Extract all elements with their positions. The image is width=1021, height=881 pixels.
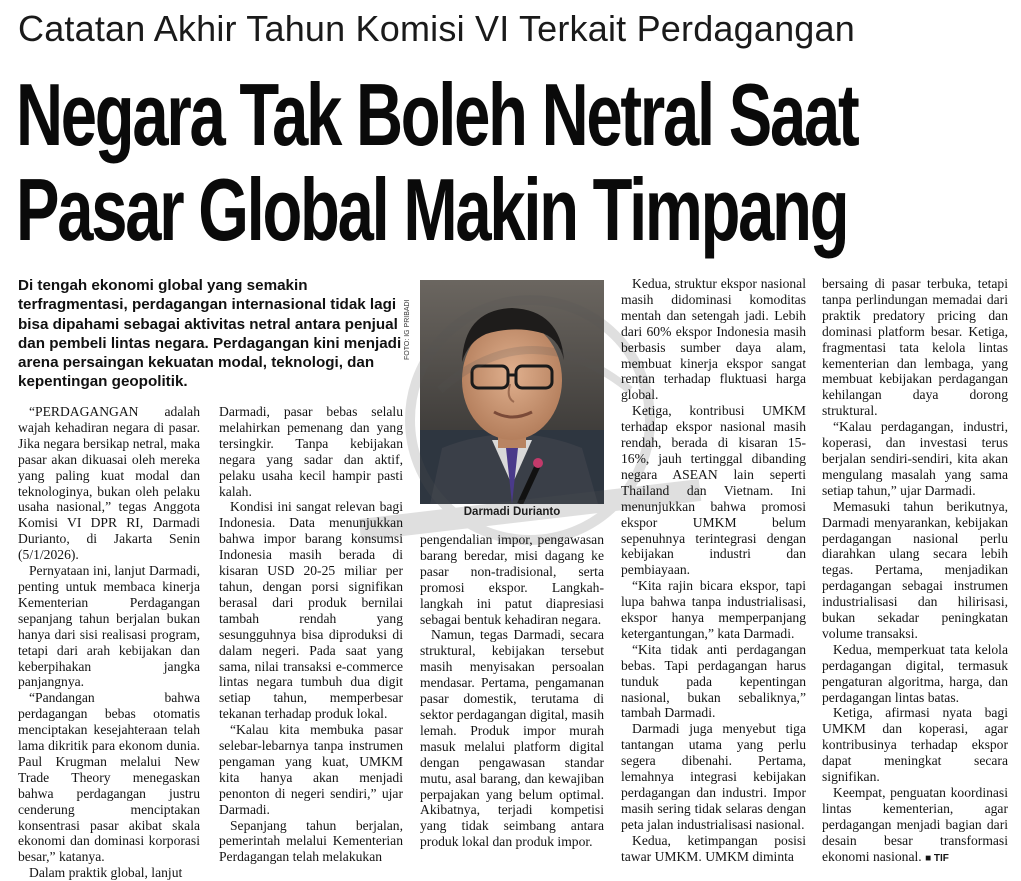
paragraph: “Pandangan bahwa perdagangan bebas otomatis menciptakan kesejahteraan telah lama dikritik para ekonom dunia. Paul Krugman melalui New Trade Theory menegaskan bahwa perdagangan justru cenderung menciptakan konsentrasi pasar akibat skala ekonomi dan dominasi korporasi besar,” katanya. [18, 690, 200, 865]
body-column-2 [219, 404, 403, 865]
paragraph: Pernyataan ini, lanjut Darmadi, penting untuk membaca kinerja Kementerian Perdagangan sepanjang tahun berjalan bukan hanya dari sisi realisasi program, tetapi dari arah kebijakan dan keberpihakan jangka panjangnya. [18, 563, 200, 690]
paragraph: “Kita rajin bicara ekspor, tapi lupa bahwa tanpa industrialisasi, ekspor hanya memperpanjang ketergantungan,” kata Darmadi. [621, 578, 806, 641]
paragraph [822, 785, 1008, 867]
body-column-5 [822, 276, 1008, 867]
portrait-illustration [420, 280, 604, 504]
paragraph: Kondisi ini sangat relevan bagi Indonesia. Data menunjukkan bahwa impor barang konsumsi Indonesia masih berada di kisaran USD 20-25 miliar per tahun, dengan porsi signifikan berasal dari produk bernilai tambah rendah yang sesungguhnya bisa diproduksi di dalam negeri. Pada saat yang sama, nilai transaksi e-commerce lintas negara tumbuh dua digit setiap tahun, memperbesar tekanan terhadap produk lokal. [219, 499, 403, 722]
paragraph: pengendalian impor, pengawasan barang beredar, misi dagang ke pasar non-tradisional, serta promosi ekspor. Langkah-langkah ini patut diapresiasi sebagai bentuk kehadiran negara. [420, 532, 604, 627]
paragraph: Kedua, ketimpangan posisi tawar UMKM. UMKM diminta [621, 832, 806, 864]
photo-caption: Darmadi Durianto [463, 506, 561, 518]
lead-paragraph: Di tengah ekonomi global yang semakin terfragmentasi, perdagangan internasional tidak lagi bisa dipahami sebagai aktivitas netral antara penjual dan pembeli lintas negara. Perdagangan kini menjadi arena persaingan kekuatan modal, teknologi, dan kepentingan geopolitik. [18, 277, 402, 391]
paragraph: bersaing di pasar terbuka, tetapi tanpa perlindungan memadai dari praktik predatory pricing dan dominasi platform besar. Ketiga, fragmentasi tata kelola lintas kementerian dan lembaga, yang membuat kebijakan perdagangan kehilangan daya dorong struktural. [822, 276, 1008, 419]
kicker-title: Catatan Akhir Tahun Komisi VI Terkait Perdagangan [18, 8, 855, 49]
paragraph: “PERDAGANGAN adalah wajah kehadiran negara di pasar. Jika negara bersikap netral, maka pasar akan dikuasai oleh mereka yang paling kuat modal dan teknologinya, bukan oleh pelaku usaha nasional,” tegas Anggota Komisi VI DPR RI, Darmadi Durianto, di Jakarta Senin (5/1/2026). [18, 404, 200, 563]
body-column-4 [621, 276, 806, 865]
body-column-1 [18, 404, 200, 881]
paragraph: Ketiga, afirmasi nyata bagi UMKM dan koperasi, agar kontribusinya terhadap ekspor dapat meningkat secara signifikan. [822, 705, 1008, 785]
paragraph: Memasuki tahun berikutnya, Darmadi menyarankan, kebijakan perdagangan nasional perlu diarahkan ulang secara lebih tegas. Pertama, menjadikan perdagangan sebagai instrumen industrialisasi dan hilirisasi, bukan sekadar peningkatan volume transaksi. [822, 498, 1008, 641]
paragraph-text: Keempat, penguatan koordinasi lintas kementerian, agar perdagangan menjadi bagian dari desain besar transformasi ekonomi nasional. [822, 785, 1008, 864]
paragraph: Dalam praktik global, lanjut [29, 865, 183, 881]
paragraph: Kedua, struktur ekspor nasional masih didominasi komoditas mentah dan setengah jadi. Lebih dari 60% ekspor Indonesia masih berbasis sumber daya alam, membuat kinerja ekspor sangat rentan terhadap fluktuasi harga global. [621, 276, 806, 403]
headline-line-2: Pasar Global Makin Timpang [16, 160, 848, 259]
paragraph: Ketiga, kontribusi UMKM terhadap ekspor nasional masih rendah, berada di kisaran 15-16%, jauh tertinggal dibanding negara ASEAN lain seperti Thailand dan Vietnam. Ini menunjukkan bahwa promosi ekspor UMKM belum sepenuhnya terintegrasi dengan kebijakan industri dan pembiayaan. [621, 403, 806, 578]
paragraph: Darmadi, pasar bebas selalu melahirkan pemenang dan yang tersingkir. Tanpa kebijakan negara yang sadar dan aktif, pelaku usaha kecil hampir pasti kalah. [219, 404, 403, 499]
author-signoff: ■ TIF [925, 852, 949, 864]
body-column-3 [420, 532, 604, 850]
paragraph: Kedua, memperkuat tata kelola perdagangan digital, termasuk pengaturan algoritma, harga, dan perdagangan lintas batas. [822, 641, 1008, 705]
photo-credit: FOTO: IG PRIBADI [404, 299, 411, 360]
portrait-photo [420, 280, 604, 504]
paragraph: “Kalau kita membuka pasar selebar-lebarnya tanpa instrumen pengaman yang kuat, UMKM kita hanya akan menjadi penonton di negeri sendiri,” ujar Darmadi. [219, 722, 403, 817]
paragraph: “Kita tidak anti perdagangan bebas. Tapi perdagangan harus tunduk pada kepentingan nasional, bukan sebaliknya,” tambah Darmadi. [621, 641, 806, 721]
paragraph: Darmadi juga menyebut tiga tantangan utama yang perlu segera dibenahi. Pertama, lemahnya integrasi kebijakan perdagangan dan industri. Impor masih sering tidak selaras dengan peta jalan industrialisasi nasional. [621, 721, 806, 832]
paragraph: “Kalau perdagangan, industri, koperasi, dan investasi terus berjalan sendiri-sendiri, kita akan mengulang masalah yang sama setiap tahun,” ujar Darmadi. [822, 419, 1008, 498]
headline-line-1: Negara Tak Boleh Netral Saat [16, 65, 858, 164]
paragraph: Sepanjang tahun berjalan, pemerintah melalui Kementerian Perdagangan telah melakukan [219, 817, 403, 865]
paragraph: Namun, tegas Darmadi, secara struktural, kebijakan tersebut masih menyisakan persoalan mendasar. Pertama, pengamanan pasar domestik, terutama di sektor perdagangan digital, masih lemah. Produk impor murah masuk melalui platform digital dengan pengawasan standar mutu, asal barang, dan kewajiban perpajakan yang belum optimal. Akibatnya, terjadi kompetisi yang tidak seimbang antara produk lokal dan produk impor. [420, 627, 604, 850]
